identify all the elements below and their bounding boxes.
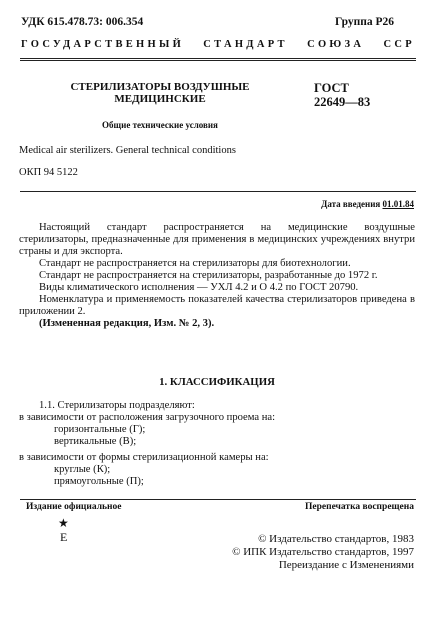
document-title [60,81,260,105]
official-edition: Издание официальное [26,502,122,512]
reprint-note: Переиздание с Изменениями [278,559,414,571]
classification-line-2: в зависимости от расположения загрузочного проема на: [19,412,276,423]
standard-banner: ГОСУДАРСТВЕННЫЙ СТАНДАРТ СОЮЗА ССР [21,39,415,50]
header-divider-bottom [20,60,416,61]
classification-line-7: прямоугольные (П); [54,476,144,487]
date-label: Дата введения [321,199,381,209]
intro-text [19,222,415,330]
english-title: Medical air sterilizers. General technical conditions [19,145,236,156]
date-value: 01.01.84 [382,199,414,209]
copyright-1983: © Издательство стандартов, 1983 [258,533,414,545]
footer-divider [20,499,416,500]
classification-line-5: в зависимости от формы стерилизационной камеры на: [19,452,269,463]
title-line-2: МЕДИЦИНСКИЕ [114,93,206,105]
header-divider-top [20,58,416,59]
group-code: Группа Р26 [335,16,394,28]
intro-paragraph-4: Виды климатического исполнения — УХЛ 4.2 и О 4.2 по ГОСТ 20790. [39,282,359,293]
gost-code: 22649—83 [314,95,371,109]
intro-paragraph-5: Номенклатура и применяемость показателей качества стерилизаторов приведена в приложении 2. [19,294,415,317]
star-icon: ★ [58,516,69,530]
reprint-prohibited: Перепечатка воспрещена [304,502,414,512]
classification-line-6: круглые (К); [54,464,111,475]
document-subtitle: Общие технические условия [102,120,218,130]
title-line-1: СТЕРИЛИЗАТОРЫ ВОЗДУШНЫЕ [70,81,250,93]
gost-number [314,81,370,109]
revision-note: (Измененная редакция, Изм. № 2, 3). [39,318,215,329]
section-title: 1. КЛАССИФИКАЦИЯ [159,376,275,388]
classification-line-4: вертикальные (В); [54,436,137,447]
edition-letter: Е [60,530,68,544]
classification-line-1: 1.1. Стерилизаторы подразделяют: [39,400,195,411]
effective-date [321,199,414,209]
udk-code: УДК 615.478.73: 006.354 [21,16,144,28]
intro-paragraph-1: Настоящий стандарт распространяется на медицинские воздушные стерилизаторы, предназначенные для применения в медицинских учреждениях внутри страны и для экспорта. [19,222,415,257]
title-divider [20,191,416,192]
intro-paragraph-3: Стандарт не распространяется на стерилизаторы, разработанные до 1972 г. [39,270,378,281]
okp-code: ОКП 94 5122 [19,167,78,178]
classification-line-3: горизонтальные (Г); [54,424,146,435]
copyright-1997: © ИПК Издательство стандартов, 1997 [232,546,414,558]
intro-paragraph-2: Стандарт не распространяется на стерилизаторы для биотехнологии. [39,258,351,269]
gost-label: ГОСТ [314,81,349,95]
